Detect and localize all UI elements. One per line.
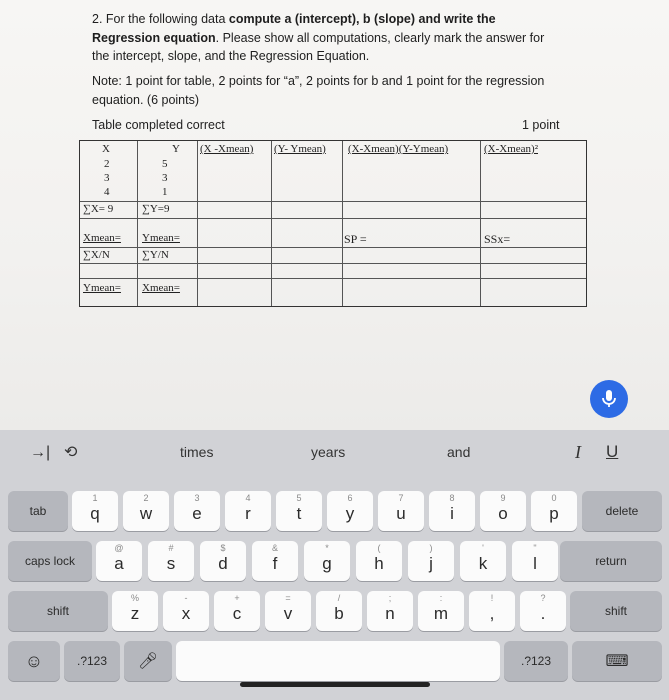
return-key[interactable] <box>560 541 662 581</box>
on-screen-keyboard <box>0 430 669 700</box>
key-sub-label: 5 <box>296 493 302 503</box>
key-label: q <box>90 504 100 523</box>
key-sub-label: ? <box>540 593 546 603</box>
key-sub-label: 4 <box>245 493 251 503</box>
delete-key[interactable] <box>582 491 662 531</box>
key-sub-label: 2 <box>143 493 149 503</box>
key-sub-label: 6 <box>347 493 353 503</box>
key-sub-label: ( <box>377 543 381 553</box>
delete-label: delete <box>605 504 639 518</box>
header-product: (X-Xmean)(Y-Ymean) <box>348 143 449 155</box>
key-label: g <box>322 554 332 573</box>
key-r[interactable] <box>225 491 271 531</box>
key-label: y <box>345 504 355 523</box>
key-sub-label: / <box>337 593 341 603</box>
key-e[interactable] <box>174 491 220 531</box>
microphone-icon-key: 🎤︎ <box>137 653 159 670</box>
shift-key-left[interactable] <box>8 591 108 631</box>
key-u[interactable] <box>378 491 424 531</box>
key-label: l <box>533 554 537 573</box>
caps-lock-label: caps lock <box>24 554 76 568</box>
key-n[interactable] <box>367 591 413 631</box>
key-w[interactable] <box>123 491 169 531</box>
data-table <box>79 140 587 307</box>
tab-label: tab <box>29 504 47 518</box>
numbers-label-left: .?123 <box>76 654 108 668</box>
x-value-1: 2 <box>104 158 110 170</box>
question-bold-2: Regression equation <box>92 30 216 45</box>
key-label: w <box>139 504 153 523</box>
key-f[interactable] <box>252 541 298 581</box>
numbers-key-right[interactable] <box>504 641 568 681</box>
numbers-key-left[interactable] <box>64 641 120 681</box>
shift-key-right[interactable] <box>570 591 662 631</box>
note-line-1: Note: 1 point for table, 2 points for “a”, 2 points for b and 1 point for the regression <box>92 74 545 88</box>
key-sub-label: 0 <box>551 493 557 503</box>
sum-y: ∑Y=9 <box>142 203 170 215</box>
key-label: t <box>296 504 302 523</box>
underline-icon[interactable]: U <box>606 442 619 461</box>
key-label: j <box>429 554 433 573</box>
emoji-key[interactable] <box>8 641 60 681</box>
key-sub-label: 9 <box>500 493 506 503</box>
key-label: r <box>245 504 251 523</box>
y-value-1: 5 <box>162 158 168 170</box>
italic-icon[interactable]: I <box>575 442 581 462</box>
key-label: o <box>498 504 508 523</box>
x-value-3: 4 <box>104 186 110 198</box>
key-sub-label: @ <box>114 543 124 553</box>
key-label: d <box>218 554 228 573</box>
key-sub-label: & <box>271 543 278 553</box>
key-a[interactable] <box>96 541 142 581</box>
shift-label-right: shift <box>604 604 627 618</box>
key-label: v <box>283 604 293 623</box>
key-sub-label: = <box>285 593 291 603</box>
key-label: k <box>478 554 488 573</box>
prediction-3[interactable]: and <box>447 444 471 460</box>
point-label: 1 point <box>522 118 560 132</box>
tab-key[interactable] <box>8 491 68 531</box>
key-o[interactable] <box>480 491 526 531</box>
header-x: X <box>102 143 110 155</box>
key-label: a <box>114 554 124 573</box>
note-line-2: equation. (6 points) <box>92 92 200 107</box>
xmean-label-2: Xmean= <box>142 282 180 294</box>
key-sub-label: % <box>130 593 139 603</box>
shift-label-left: shift <box>46 604 69 618</box>
key-t[interactable] <box>276 491 322 531</box>
question-prefix: 2. For the following data <box>92 12 229 26</box>
header-x-dev-sq: (X-Xmean)² <box>484 143 538 155</box>
dictation-button[interactable] <box>590 380 628 418</box>
key-i[interactable] <box>429 491 475 531</box>
question-bold-1: compute a (intercept), b (slope) and write the <box>228 12 496 26</box>
key-l[interactable] <box>512 541 558 581</box>
question-text <box>92 10 572 66</box>
key-label: p <box>549 504 559 523</box>
header-y-dev: (Y- Ymean) <box>274 143 326 155</box>
return-label: return <box>595 554 627 568</box>
key-sub-label: # <box>168 543 174 553</box>
key-j[interactable] <box>408 541 454 581</box>
key-label: u <box>396 504 406 523</box>
numbers-label-right: .?123 <box>520 654 552 668</box>
indent-icon[interactable]: →| <box>30 444 51 461</box>
key-label: e <box>192 504 202 523</box>
caps-lock-key[interactable] <box>8 541 92 581</box>
key-label: n <box>385 604 395 623</box>
question-rest-2: . Please show all computations, clearly mark the answer for <box>215 30 545 45</box>
key-x[interactable] <box>163 591 209 631</box>
dictation-key[interactable] <box>124 641 172 681</box>
y-value-3: 1 <box>162 186 168 198</box>
key-s[interactable] <box>148 541 194 581</box>
key-sub-label: 8 <box>449 493 455 503</box>
key-label: m <box>433 604 449 623</box>
key-label: b <box>334 604 344 623</box>
key-sub-label: : <box>439 593 443 603</box>
key-sub-label: ; <box>388 593 392 603</box>
table-completed-label: Table completed correct <box>92 118 225 132</box>
space-bar[interactable] <box>176 641 500 681</box>
prediction-1[interactable]: times <box>180 444 214 460</box>
key-b[interactable] <box>316 591 362 631</box>
key-sub-label: 7 <box>398 493 404 503</box>
microphone-icon <box>600 389 618 409</box>
key-k[interactable] <box>460 541 506 581</box>
sp-label: SP = <box>344 232 367 246</box>
ymean-label: Ymean= <box>142 232 180 244</box>
y-value-2: 3 <box>162 172 168 184</box>
key-sub-label: * <box>325 543 329 553</box>
xmean-formula: ∑X/N <box>83 249 110 261</box>
ymean-label-2: Ymean= <box>83 282 121 294</box>
xmean-label: Xmean= <box>83 232 121 244</box>
key-sub-label: + <box>234 593 240 603</box>
key-p[interactable] <box>531 491 577 531</box>
key-label: h <box>374 554 384 573</box>
key-sub-label: 1 <box>92 493 98 503</box>
header-y: Y <box>172 143 180 155</box>
ssx-label: SSx= <box>484 232 511 246</box>
key-y[interactable] <box>327 491 373 531</box>
key-v[interactable] <box>265 591 311 631</box>
key-sub-label: ) <box>429 543 433 553</box>
key-sub-label: $ <box>220 543 226 553</box>
keyboard-dismiss-key[interactable] <box>572 641 662 681</box>
key-label: s <box>166 554 176 573</box>
keyboard-dismiss-icon: ⌨ <box>605 653 629 670</box>
key-sub-label: " <box>533 543 537 553</box>
emoji-icon: ☺ <box>24 650 44 671</box>
note-text <box>92 72 592 109</box>
key-c[interactable] <box>214 591 260 631</box>
key-,[interactable] <box>469 591 515 631</box>
key-d[interactable] <box>200 541 246 581</box>
ymean-formula: ∑Y/N <box>142 249 169 261</box>
key-label: x <box>181 604 191 623</box>
header-x-dev: (X -Xmean) <box>200 143 254 155</box>
question-line-3: the intercept, slope, and the Regression Equation. <box>92 49 370 63</box>
predictive-bar <box>0 430 669 474</box>
undo-icon[interactable]: ⟲ <box>64 444 78 461</box>
prediction-2[interactable]: years <box>311 444 346 460</box>
home-indicator[interactable] <box>240 682 430 687</box>
key-.[interactable] <box>520 591 566 631</box>
key-label: . <box>540 604 546 623</box>
key-g[interactable] <box>304 541 350 581</box>
key-q[interactable] <box>72 491 118 531</box>
key-sub-label: 3 <box>194 493 200 503</box>
key-label: , <box>489 604 495 623</box>
key-h[interactable] <box>356 541 402 581</box>
sum-x: ∑X= 9 <box>83 203 114 215</box>
key-sub-label: ' <box>482 543 484 553</box>
key-m[interactable] <box>418 591 464 631</box>
key-z[interactable] <box>112 591 158 631</box>
x-value-2: 3 <box>104 172 110 184</box>
key-label: f <box>272 554 278 573</box>
key-sub-label: ! <box>490 593 494 603</box>
key-label: z <box>130 604 140 623</box>
key-sub-label: - <box>184 593 188 603</box>
key-label: c <box>232 604 242 623</box>
key-label: i <box>450 504 454 523</box>
